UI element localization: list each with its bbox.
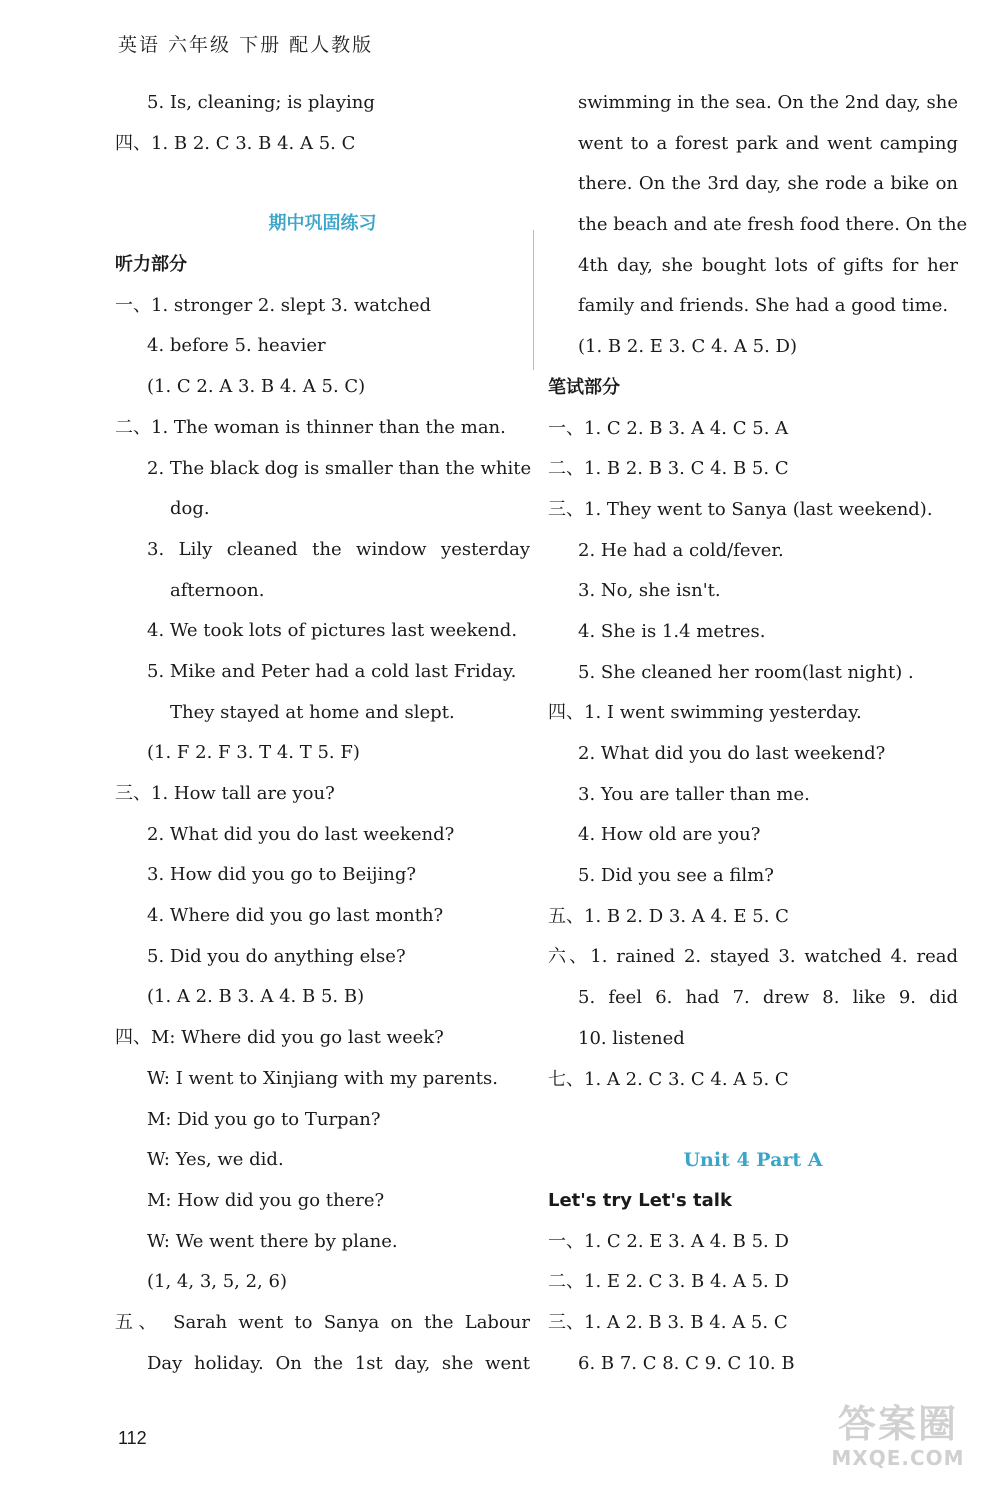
passage-line: 五、 Sarah went to Sanya on the Labour bbox=[115, 1311, 530, 1333]
dialogue-line: W: Yes, we did. bbox=[147, 1149, 284, 1171]
left-column bbox=[115, 83, 530, 1384]
unit-title: Unit 4 Part A bbox=[683, 1149, 823, 1172]
answer-line: 3. How did you go to Beijing? bbox=[147, 864, 417, 886]
passage-line: there. On the 3rd day, she rode a bike on bbox=[578, 173, 958, 195]
answer-line: 5. Mike and Peter had a cold last Friday. bbox=[147, 660, 517, 682]
passage-line: 4th day, she bought lots of gifts for her bbox=[578, 254, 958, 276]
answer-line: 5. feel 6. had 7. drew 8. like 9. did bbox=[578, 987, 958, 1009]
answer-line: 4. How old are you? bbox=[578, 824, 761, 846]
dialogue-line: M: How did you go there? bbox=[147, 1189, 385, 1211]
section-label: Let's try Let's talk bbox=[548, 1189, 732, 1211]
answer-line: (1. B 2. E 3. C 4. A 5. D) bbox=[578, 336, 797, 358]
answer-line: dog. bbox=[170, 498, 210, 520]
answer-line: 5. Did you do anything else? bbox=[147, 945, 406, 967]
right-column bbox=[548, 83, 968, 1384]
watermark-site: MXQE.COM bbox=[831, 1446, 965, 1470]
passage-line: the beach and ate fresh food there. On the bbox=[578, 214, 968, 236]
answer-line: 四、1. B 2. C 3. B 4. A 5. C bbox=[115, 132, 356, 154]
answer-line: 三、1. A 2. B 3. B 4. A 5. C bbox=[548, 1311, 788, 1333]
page-number: 112 bbox=[118, 1428, 147, 1448]
answer-line: 一、1. C 2. E 3. A 4. B 5. D bbox=[548, 1230, 789, 1252]
passage-line: family and friends. She had a good time. bbox=[578, 295, 949, 317]
answer-line: 2. The black dog is smaller than the white bbox=[147, 457, 532, 479]
passage-line: went to a forest park and went camping bbox=[578, 132, 958, 154]
answer-line: 4. She is 1.4 metres. bbox=[578, 620, 766, 642]
answer-line: (1. C 2. A 3. B 4. A 5. C) bbox=[147, 376, 366, 398]
answer-line: (1. A 2. B 3. A 4. B 5. B) bbox=[147, 986, 365, 1008]
column-divider bbox=[533, 230, 534, 370]
answer-line: 一、1. stronger 2. slept 3. watched bbox=[115, 294, 432, 316]
section-label: 笔试部分 bbox=[548, 376, 620, 398]
answer-line: 3. You are taller than me. bbox=[578, 783, 810, 805]
answer-line: 3. Lily cleaned the window yesterday bbox=[147, 538, 530, 560]
book-header: 英语 六年级 下册 配人教版 bbox=[118, 34, 374, 56]
passage-line: Day holiday. On the 1st day, she went bbox=[147, 1352, 530, 1374]
answer-line: 七、1. A 2. C 3. C 4. A 5. C bbox=[548, 1068, 789, 1090]
answer-line: 五、1. B 2. D 3. A 4. E 5. C bbox=[548, 905, 789, 927]
watermark-text: 答案圈 bbox=[837, 1402, 958, 1446]
answer-line: 2. He had a cold/fever. bbox=[578, 539, 784, 561]
answer-line: 六、1. rained 2. stayed 3. watched 4. read bbox=[548, 946, 958, 968]
dialogue-line: M: Did you go to Turpan? bbox=[147, 1108, 381, 1130]
dialogue-line: W: We went there by plane. bbox=[147, 1230, 398, 1252]
passage-line: swimming in the sea. On the 2nd day, she bbox=[578, 92, 958, 113]
answer-line: 一、1. C 2. B 3. A 4. C 5. A bbox=[548, 417, 789, 439]
answer-line: (1, 4, 3, 5, 2, 6) bbox=[147, 1271, 287, 1293]
answer-line: 四、1. I went swimming yesterday. bbox=[548, 702, 862, 724]
answer-line: 三、1. How tall are you? bbox=[115, 783, 335, 804]
answer-line: 6. B 7. C 8. C 9. C 10. B bbox=[578, 1352, 795, 1374]
answer-line: 4. Where did you go last month? bbox=[147, 905, 444, 927]
answer-line: 2. What did you do last weekend? bbox=[147, 823, 455, 845]
answer-line: 5. She cleaned her room(last night) . bbox=[578, 661, 914, 683]
section-title: 期中巩固练习 bbox=[268, 213, 377, 235]
answer-line: 二、1. E 2. C 3. B 4. A 5. D bbox=[548, 1271, 789, 1293]
dialogue-line: 四、M: Where did you go last week? bbox=[115, 1027, 444, 1049]
answer-line: afternoon. bbox=[170, 579, 265, 601]
answer-line: 4. We took lots of pictures last weekend. bbox=[147, 620, 518, 642]
answer-line: 5. Is, cleaning; is playing bbox=[147, 92, 375, 113]
answer-line: 5. Did you see a film? bbox=[578, 865, 774, 887]
answer-line: They stayed at home and slept. bbox=[170, 701, 455, 723]
answer-line: 二、1. B 2. B 3. C 4. B 5. C bbox=[548, 458, 789, 480]
answer-line: 三、1. They went to Sanya (last weekend). bbox=[548, 498, 933, 520]
answer-line: 二、1. The woman is thinner than the man. bbox=[115, 416, 506, 438]
answer-line: 10. listened bbox=[578, 1027, 685, 1049]
answer-line: (1. F 2. F 3. T 4. T 5. F) bbox=[147, 742, 360, 764]
section-label: 听力部分 bbox=[115, 254, 187, 276]
answer-line: 4. before 5. heavier bbox=[147, 335, 326, 357]
answer-line: 2. What did you do last weekend? bbox=[578, 743, 886, 764]
dialogue-line: W: I went to Xinjiang with my parents. bbox=[147, 1067, 498, 1089]
answer-line: 3. No, she isn't. bbox=[578, 580, 721, 602]
watermark-logo bbox=[808, 1402, 988, 1482]
